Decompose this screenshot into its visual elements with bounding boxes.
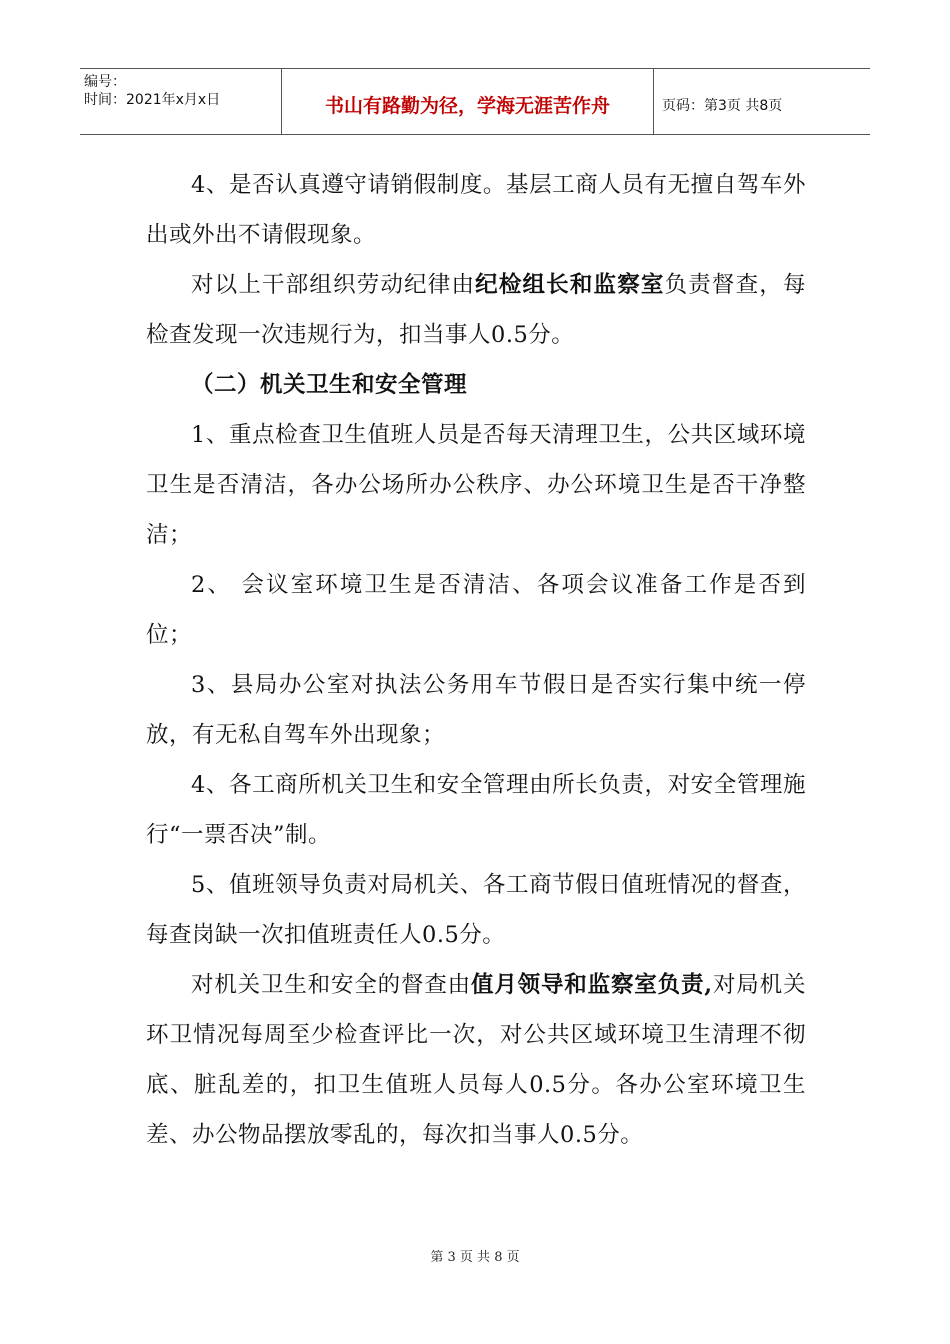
header-meta [80,69,282,134]
paragraph: 5、值班领导负责对局机关、各工商节假日值班情况的督查，每查岗缺一次扣值班责任人0.5分。 [146,872,806,948]
page-header [80,68,870,135]
paragraph: 3、县局办公室对执法公务用车节假日是否实行集中统一停放，有无私自驾车外出现象； [146,672,806,748]
paragraph-text: 对以上干部组织劳动纪律由 [191,272,476,298]
paragraph-text: 负责督查，每检查发现一次违规行为，扣当事人0.5分。 [146,272,806,348]
header-page-code: 页码：第3页 共8页 [662,97,783,114]
paragraph [146,260,806,360]
paragraph: 4、各工商所机关卫生和安全管理由所长负责，对安全管理施行“一票否决”制。 [146,772,806,848]
page-footer: 第 3 页 共 8 页 [430,1250,520,1265]
paragraph-text: 对机关卫生和安全的督查由 [191,972,471,998]
paragraph: 1、重点检查卫生值班人员是否每天清理卫生，公共区域环境卫生是否清洁，各办公场所办公秩序、办公环境卫生是否干净整洁； [146,422,806,548]
paragraph: 2、 会议室环境卫生是否清洁、各项会议准备工作是否到位； [146,572,806,648]
paragraph [146,960,806,1160]
document-number-label: 编号： [84,74,126,90]
paragraph-text: 对局机关环卫情况每周至少检查评比一次，对公共区域环境卫生清理不彻底、脏乱差的，扣卫生值班人员每人0.5分。各办公室环境卫生差、办公物品摆放零乱的，每次扣当事人0.5分。 [146,972,806,1148]
bold-text: 纪检组长和监察室 [475,272,665,298]
section-heading: （二）机关卫生和安全管理 [191,372,468,398]
header-motto: 书山有路勤为径，学海无涯苦作舟 [282,69,654,134]
paragraph: 4、是否认真遵守请销假制度。基层工商人员有无擅自驾车外出或外出不请假现象。 [146,172,806,248]
bold-text: 值月领导和监察室负责, [470,972,713,998]
document-time-label: 时间：2021年x月x日 [84,92,221,108]
document-body [146,160,806,1160]
